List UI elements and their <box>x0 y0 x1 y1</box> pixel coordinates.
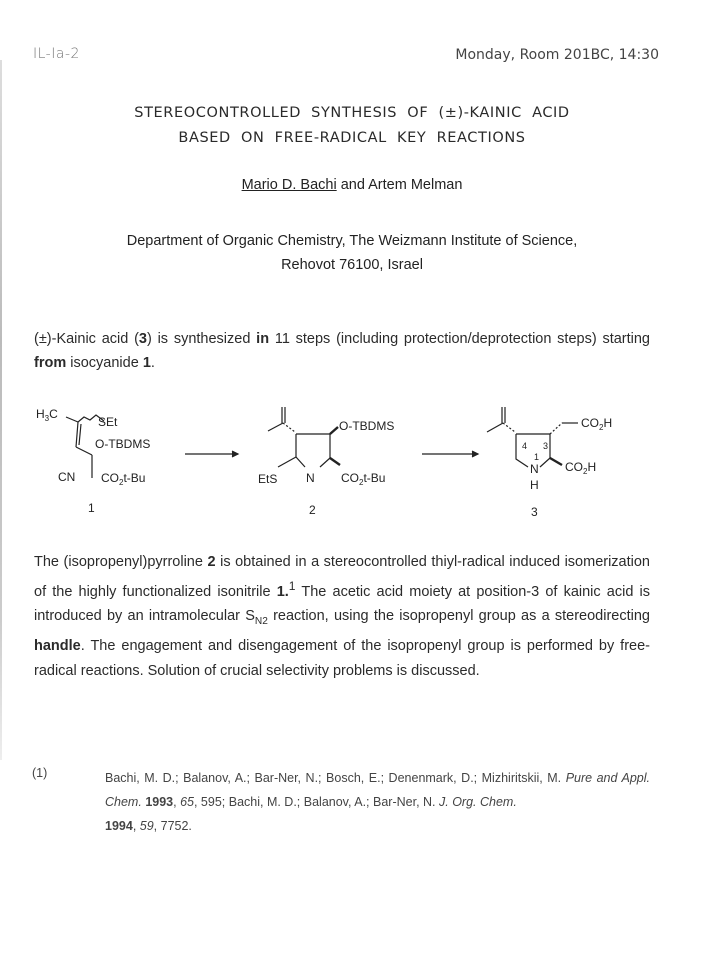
n-hydrogen: H <box>530 478 539 492</box>
compound-label-2: 2 <box>309 503 316 517</box>
affiliation-line-1: Department of Organic Chemistry, The Weizmann Institute of Science, <box>126 233 578 249</box>
ring-n-2: N <box>306 471 315 485</box>
compound-2-structure <box>268 407 340 467</box>
reaction-arrow-2 <box>422 451 478 457</box>
group-co2h-bottom: $CO_2H$ <box>565 460 597 476</box>
body-paragraph: The (isopropenyl)pyrroline 2 is obtained in a stereocontrolled thiyl-radical induced isomerization of the highly functionalized isonitrile 1.$^1$ The acetic acid moiety at position-3 of kainic acid is introduced by an intramolecular $S_{N2}$ reaction, using the isopropenyl group as a stereodirecting handle. The engagement and disengagement of the isopropenyl group is performed by free-radical reactions. Solution of crucial selectivity problems is discussed. <box>34 554 650 679</box>
compound-3-structure <box>487 407 578 467</box>
compound-label-1: 1 <box>88 501 95 515</box>
reaction-arrow-1 <box>185 451 238 457</box>
group-cn: CN <box>58 470 76 484</box>
ring-n-3: N <box>530 462 539 476</box>
compound-ref-3: 3 <box>138 331 147 347</box>
title-line-2: BASED ON FREE-RADICAL KEY REACTIONS <box>178 130 526 146</box>
compound-label-3: 3 <box>531 505 538 519</box>
footnote-ref: 1 <box>288 579 296 594</box>
coauthor: Artem Melman <box>368 177 463 193</box>
reaction-scheme <box>0 395 704 525</box>
authors <box>0 177 704 193</box>
position-3: 3 <box>543 441 549 451</box>
title-line-1: STEREOCONTROLLED SYNTHESIS OF (±)-KAINIC ACID <box>134 105 570 121</box>
reference-entry: Bachi, M. D.; Balanov, A.; Bar-Ner, N.; Bosch, E.; Denenmark, D.; Mizhiritskii, M. Pure and Appl. Chem. 1993, 65, 595; Bachi, M. D.; Balanov, A.; Bar-Ner, N. J. Org. Chem. 1994, 59, 7752. <box>105 771 651 833</box>
group-ets: EtS <box>258 472 278 486</box>
group-otbdms-2: O-TBDMS <box>339 419 395 433</box>
position-1: 1 <box>534 452 540 462</box>
intro-paragraph: (±)-Kainic acid (3) is synthesized in 11 steps (including protection/deprotection steps) starting from isocyanide 1. <box>34 331 650 372</box>
presenting-author: Mario D. Bachi <box>241 177 337 193</box>
group-set: SEt <box>98 415 118 429</box>
affiliation-line-2: Rehovot 76100, Israel <box>281 257 423 273</box>
compound-ref-2: 2 <box>207 554 216 570</box>
group-ester-2: $CO_2t-Bu$ <box>341 471 386 487</box>
group-otbdms-1: O-TBDMS <box>95 437 151 451</box>
compound-ref-1: 1 <box>142 355 151 372</box>
position-4: 4 <box>522 441 528 451</box>
reference-number: (1) <box>32 766 48 780</box>
author-joiner: and <box>336 177 369 193</box>
group-ester-1: $CO_2t-Bu$ <box>101 471 146 487</box>
group-co2h-top: $CO_2H$ <box>581 416 613 432</box>
session-info: Monday, Room 201BC, 14:30 <box>455 47 659 63</box>
abstract-code: IL-Ia-2 <box>33 46 80 62</box>
group-h3c: $H_3C$ <box>36 407 58 423</box>
